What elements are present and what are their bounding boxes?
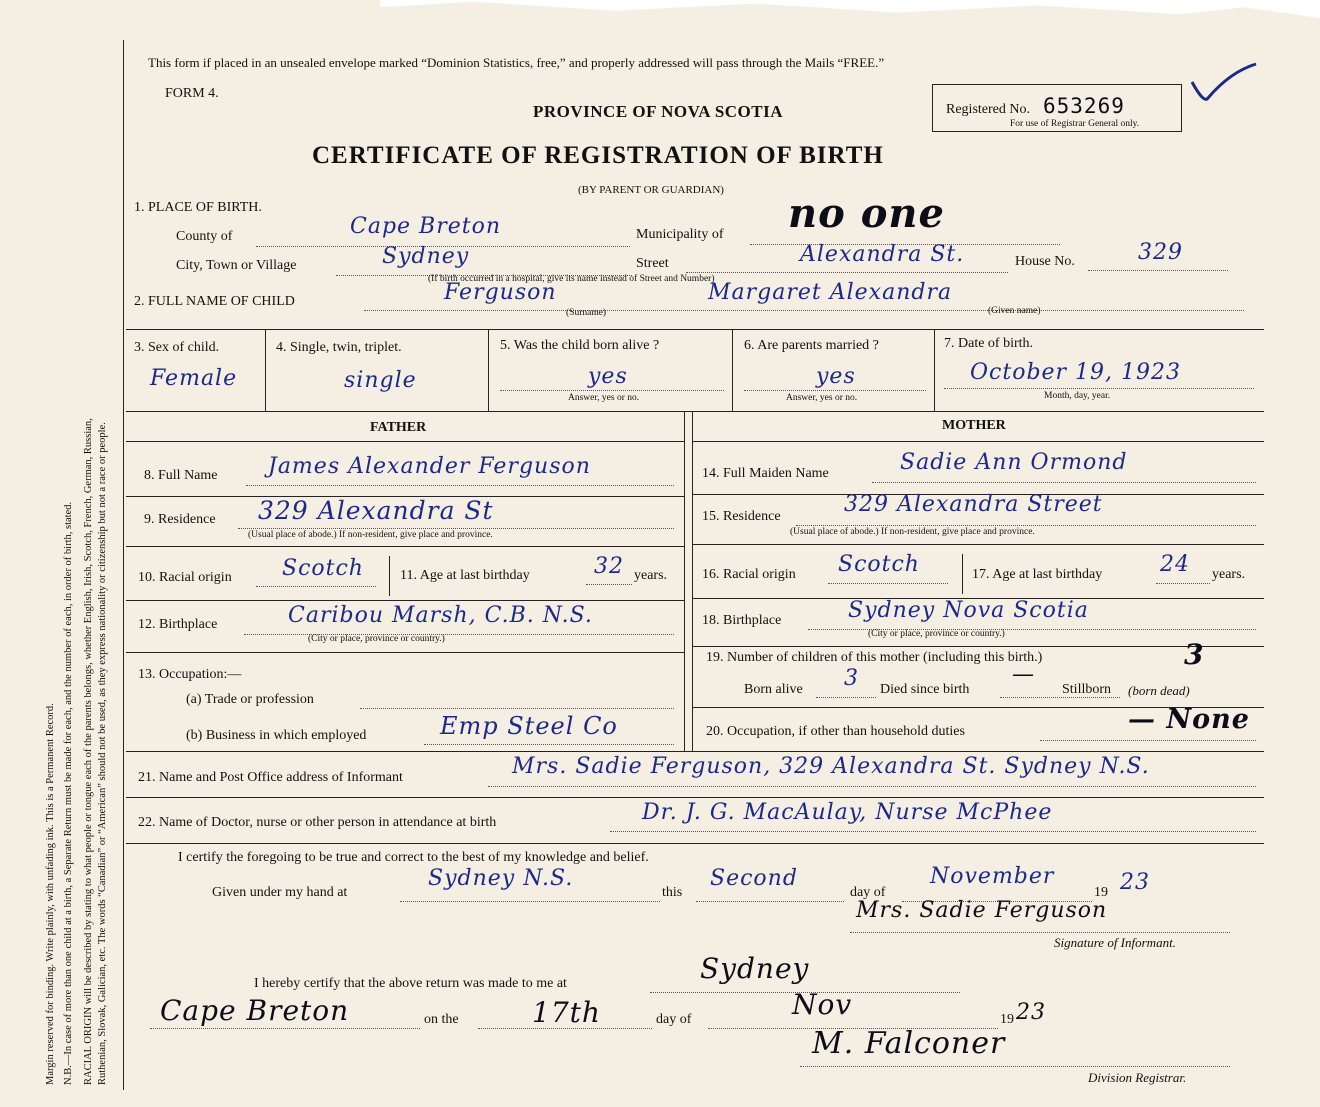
certify-top-rule <box>126 843 1264 844</box>
sex-value: Female <box>150 366 238 391</box>
father-race-divider <box>389 556 390 596</box>
mother-children-label: 19. Number of children of this mother (including this birth.) <box>706 650 1043 665</box>
father-residence-line <box>238 528 674 529</box>
born-alive-value: yes <box>588 364 628 389</box>
mother-race-line <box>828 583 948 584</box>
certificate-title: CERTIFICATE OF REGISTRATION OF BIRTH <box>312 142 884 169</box>
father-business-line <box>424 744 674 745</box>
given-place-value: Sydney N.S. <box>428 866 574 891</box>
row3-bottom-rule <box>126 411 1264 412</box>
father-birthplace-value: Caribou Marsh, C.B. N.S. <box>288 603 593 628</box>
mother-born-alive-value: 3 <box>844 666 859 691</box>
dob-line <box>944 388 1254 389</box>
certificate-subtitle: (BY PARENT OR GUARDIAN) <box>578 184 724 196</box>
married-line <box>744 390 926 391</box>
mother-race-divider <box>962 554 963 594</box>
mother-race-label: 16. Racial origin <box>702 567 796 582</box>
mother-row-rule-4 <box>692 646 1264 647</box>
sex-label: 3. Sex of child. <box>134 340 220 355</box>
mother-age-years: years. <box>1212 567 1246 582</box>
child-name-label: 2. FULL NAME OF CHILD <box>134 294 295 309</box>
mother-birthplace-note: (City or place, province or country.) <box>868 629 1005 639</box>
born-alive-note: Answer, yes or no. <box>568 393 640 403</box>
row3-divider-3 <box>732 329 733 411</box>
mother-name-value: Sadie Ann Ormond <box>900 450 1128 475</box>
doctor-label: 22. Name of Doctor, nurse or other person in attendance at birth <box>138 815 497 830</box>
given-day-value: Second <box>710 866 798 891</box>
surname-note: (Surname) <box>566 308 607 318</box>
born-alive-line <box>500 390 724 391</box>
form-left-border <box>123 40 124 1090</box>
mother-children-value: 3 <box>1184 638 1205 671</box>
registrar-day-of-label: day of <box>656 1012 692 1027</box>
mother-name-label: 14. Full Maiden Name <box>702 466 829 481</box>
place-of-birth-label: 1. PLACE OF BIRTH. <box>134 200 262 215</box>
checkmark-icon <box>1190 60 1260 110</box>
mother-row-rule-2 <box>692 544 1264 545</box>
informant-label: 21. Name and Post Office address of Informant <box>138 770 403 785</box>
married-value: yes <box>816 364 856 389</box>
given-place-line <box>400 901 660 902</box>
father-age-years: years. <box>634 568 668 583</box>
county-value: Cape Breton <box>350 214 502 239</box>
margin-note-1: Margin reserved for binding. Write plainly, with unfading ink. This is a Permanent Record. <box>45 703 56 1085</box>
registrar-on-the-label: on the <box>424 1012 459 1027</box>
house-line <box>1088 270 1228 271</box>
informant-top-rule <box>126 751 1264 752</box>
mother-heading: MOTHER <box>942 418 1006 433</box>
registrar-signature-line <box>800 1066 1230 1067</box>
mother-age-value: 24 <box>1160 552 1190 577</box>
father-heading-rule <box>126 441 684 442</box>
given-name-note: (Given name) <box>988 306 1041 316</box>
single-value: single <box>344 368 417 393</box>
street-note: (If birth occurred in a hospital, give its name instead of Street and Number) <box>428 274 715 284</box>
father-age-value: 32 <box>594 554 624 579</box>
doctor-line <box>610 831 1256 832</box>
father-row-rule-4 <box>126 652 684 653</box>
father-birthplace-note: (City or place, province or country.) <box>308 634 445 644</box>
mother-age-line <box>1156 583 1210 584</box>
given-month-value: November <box>930 864 1055 889</box>
mother-name-line <box>872 482 1256 483</box>
registrar-note: For use of Registrar General only. <box>1010 119 1140 129</box>
father-age-label: 11. Age at last birthday <box>400 568 530 583</box>
registrar-place-value: Sydney <box>700 952 810 985</box>
row3-top-rule <box>126 329 1264 330</box>
given-year-prefix: 19 <box>1094 885 1108 900</box>
father-trade-label: (a) Trade or profession <box>186 692 314 707</box>
informant-line <box>488 786 1256 787</box>
father-heading: FATHER <box>370 420 427 435</box>
father-occupation-label: 13. Occupation:— <box>138 667 242 682</box>
doctor-top-rule <box>126 797 1264 798</box>
day-of-label: day of <box>850 885 886 900</box>
city-label: City, Town or Village <box>176 258 297 273</box>
father-name-line <box>246 485 674 486</box>
father-birthplace-label: 12. Birthplace <box>138 617 218 632</box>
mother-stillborn-note: (born dead) <box>1128 683 1190 698</box>
registered-number: 653269 <box>1043 94 1125 118</box>
dob-value: October 19, 1923 <box>970 360 1182 385</box>
father-name-label: 8. Full Name <box>144 468 218 483</box>
mother-residence-note: (Usual place of abode.) If non-resident, give place and province. <box>790 527 1035 537</box>
registrar-signature-label: Division Registrar. <box>1088 1070 1187 1085</box>
mother-occupation-line <box>1040 740 1256 741</box>
mother-occupation-value: — None <box>1128 704 1250 735</box>
mother-occupation-label: 20. Occupation, if other than household duties <box>706 724 965 739</box>
dob-label: 7. Date of birth. <box>944 336 1034 351</box>
parent-column-divider-1 <box>684 411 685 751</box>
mother-race-value: Scotch <box>838 552 920 577</box>
margin-note-3: RACIAL ORIGIN will be described by stating to what people or tongue each of the parents belongs, whether English, Irish, Scotch, French, German, Russian, <box>83 418 94 1085</box>
mother-birthplace-value: Sydney Nova Scotia <box>848 598 1089 623</box>
registrar-county-value: Cape Breton <box>160 994 350 1027</box>
street-label: Street <box>636 256 669 271</box>
father-business-label: (b) Business in which employed <box>186 728 367 743</box>
registrar-signature: M. Falconer <box>812 1026 1006 1061</box>
house-label: House No. <box>1015 254 1075 269</box>
given-under-label: Given under my hand at <box>212 885 348 900</box>
mother-born-alive-line <box>816 697 876 698</box>
mother-died-label: Died since birth <box>880 682 970 697</box>
mother-residence-line <box>796 525 1256 526</box>
father-residence-value: 329 Alexandra St <box>258 496 494 525</box>
registrar-month-value: Nov <box>792 988 853 1021</box>
city-value: Sydney <box>382 244 470 269</box>
married-label: 6. Are parents married ? <box>744 338 879 353</box>
mother-birthplace-label: 18. Birthplace <box>702 613 782 628</box>
row3-divider-2 <box>488 329 489 411</box>
registrar-day-value: 17th <box>532 996 601 1029</box>
child-name-line <box>364 310 1244 311</box>
doctor-value: Dr. J. G. MacAulay, Nurse McPhee <box>642 800 1053 825</box>
province-title: PROVINCE OF NOVA SCOTIA <box>533 102 784 121</box>
single-label: 4. Single, twin, triplet. <box>276 340 402 355</box>
informant-signature-label: Signature of Informant. <box>1054 935 1176 950</box>
given-year-value: 23 <box>1120 870 1150 895</box>
dob-note: Month, day, year. <box>1044 391 1111 401</box>
father-residence-label: 9. Residence <box>144 512 216 527</box>
married-note: Answer, yes or no. <box>786 393 858 403</box>
municipality-value: no one <box>788 190 945 237</box>
father-age-line <box>586 584 632 585</box>
mother-died-value: — <box>1012 662 1035 687</box>
mother-residence-label: 15. Residence <box>702 509 781 524</box>
registrar-county-line <box>150 1028 420 1029</box>
form-number: FORM 4. <box>165 86 219 101</box>
father-row-rule-3 <box>126 600 684 601</box>
mail-notice: This form if placed in an unsealed envelope marked “Dominion Statistics, free,” and properly addressed will pass through the Mails “FREE.” <box>148 55 885 70</box>
father-race-line <box>256 586 376 587</box>
street-value: Alexandra St. <box>800 242 965 267</box>
informant-signature: Mrs. Sadie Ferguson <box>856 898 1108 923</box>
father-race-label: 10. Racial origin <box>138 570 232 585</box>
this-label: this <box>662 885 683 900</box>
street-line <box>686 272 1008 273</box>
informant-signature-line <box>850 932 1230 933</box>
parent-column-divider-2 <box>692 411 693 751</box>
registered-label: Registered No. <box>946 102 1030 117</box>
county-label: County of <box>176 229 233 244</box>
registrar-certify-text: I hereby certify that the above return was made to me at <box>254 976 567 991</box>
mother-born-alive-label: Born alive <box>744 682 803 697</box>
father-trade-line <box>360 708 674 709</box>
father-row-rule-2 <box>126 546 684 547</box>
row3-divider-4 <box>934 329 935 411</box>
father-race-value: Scotch <box>282 556 364 581</box>
given-day-line <box>696 901 844 902</box>
mother-residence-value: 329 Alexandra Street <box>844 492 1103 517</box>
mother-age-label: 17. Age at last birthday <box>972 567 1103 582</box>
house-value: 329 <box>1138 240 1183 265</box>
father-name-value: James Alexander Ferguson <box>268 454 591 479</box>
registrar-year-value: 23 <box>1016 1000 1046 1025</box>
born-alive-label: 5. Was the child born alive ? <box>500 338 660 353</box>
informant-value: Mrs. Sadie Ferguson, 329 Alexandra St. Sydney N.S. <box>512 754 1150 779</box>
child-given-name: Margaret Alexandra <box>708 280 953 305</box>
margin-note-2: N.B.—In case of more than one child at a birth, a Separate Return must be made for each, and the number of each, in order of birth, stated. <box>63 501 74 1085</box>
margin-note-4: Ruthenian, Slovak, Galician, etc. The words “Canadian” or “American” should not be used, as they express nationality or citizenship but not a race or people. <box>97 422 108 1085</box>
father-residence-note: (Usual place of abode.) If non-resident, give place and province. <box>248 530 493 540</box>
registrar-year-prefix: 19 <box>1000 1012 1014 1027</box>
father-business-value: Emp Steel Co <box>440 712 618 740</box>
child-surname: Ferguson <box>444 280 557 305</box>
mother-heading-rule <box>692 441 1264 442</box>
certify-text: I certify the foregoing to be true and correct to the best of my knowledge and belief. <box>178 850 649 865</box>
row3-divider-1 <box>265 329 266 411</box>
mother-stillborn-label: Stillborn <box>1062 682 1112 697</box>
municipality-label: Municipality of <box>636 227 724 242</box>
